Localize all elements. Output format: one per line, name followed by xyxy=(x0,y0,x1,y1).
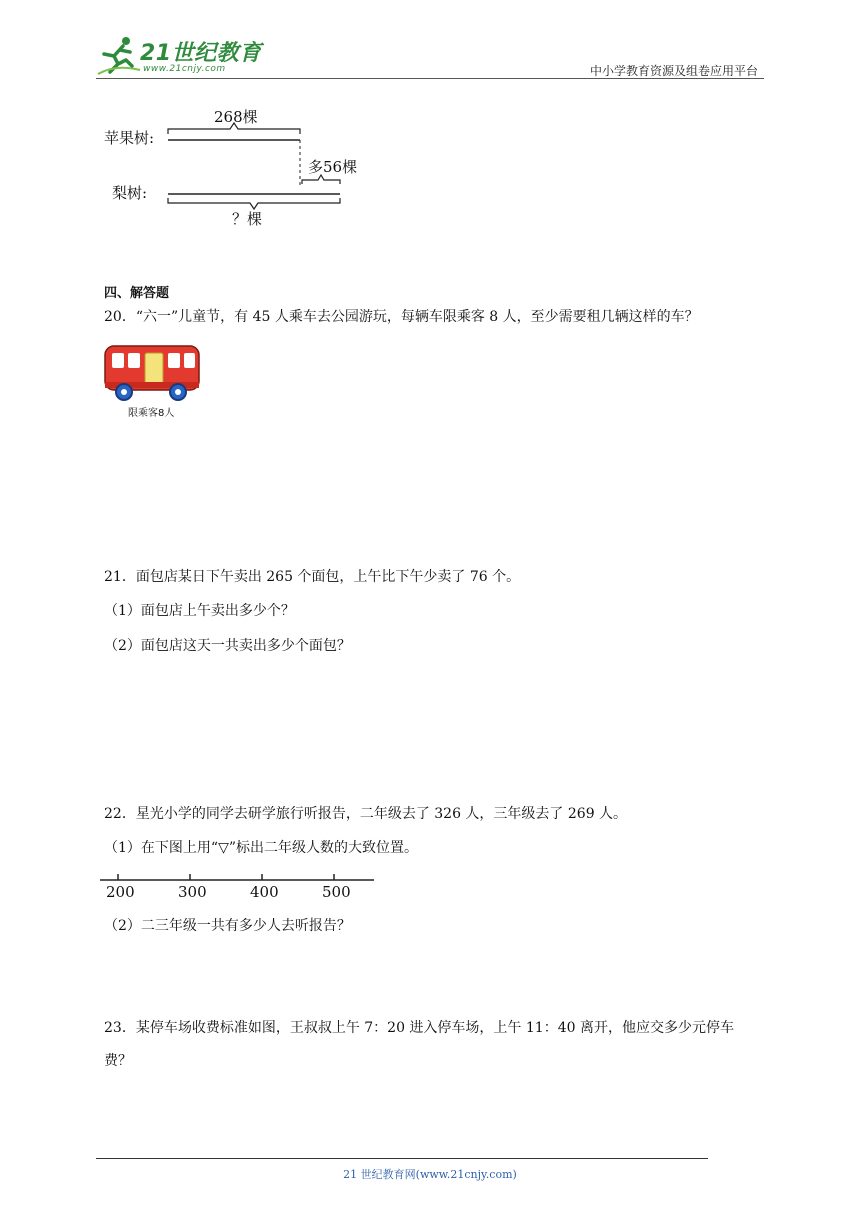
logo-url: www.21cnjy.com xyxy=(143,64,226,74)
question-22-part2: （2）二三年级一共有多少人去听报告？ xyxy=(104,918,351,934)
segment-diagram xyxy=(160,118,360,218)
section-title: 四、解答题 xyxy=(104,286,170,301)
header-divider xyxy=(96,78,764,79)
question-21-part2: （2）面包店这天一共卖出多少个面包？ xyxy=(104,638,351,654)
tick-label-400: 400 xyxy=(250,883,279,901)
question-22-text: 22．星光小学的同学去研学旅行听报告，二年级去了 326 人，三年级去了 269 人。 xyxy=(104,806,628,822)
tick-label-500: 500 xyxy=(322,883,351,901)
header-platform-text: 中小学教育资源及组卷应用平台 xyxy=(589,64,758,78)
pear-tree-label: 梨树: xyxy=(112,184,148,202)
logo-title: 21世纪教育 xyxy=(140,41,262,66)
bus-icon xyxy=(102,342,202,404)
question-20-text: 20．“六一”儿童节，有 45 人乘车去公园游玩，每辆车限乘客 8 人，至少需要租几辆这样的车？ xyxy=(104,309,699,325)
question-21-part1: （1）面包店上午卖出多少个？ xyxy=(104,603,295,619)
more-count-label: 多56棵 xyxy=(308,158,358,176)
question-count-label: ？棵 xyxy=(232,210,263,228)
footer-divider xyxy=(96,1158,708,1159)
footer-text: 21 世纪教育网(www.21cnjy.com) xyxy=(343,1168,517,1181)
question-21-text: 21．面包店某日下午卖出 265 个面包，上午比下午少卖了 76 个。 xyxy=(104,569,521,585)
question-23-line1: 23．某停车场收费标准如图，王叔叔上午 7：20 进入停车场，上午 11：40 离开，他应交多少元停车 xyxy=(104,1020,734,1036)
question-22-part1: （1）在下图上用“▽”标出二年级人数的大致位置。 xyxy=(104,840,418,856)
apple-tree-label: 苹果树: xyxy=(104,129,155,147)
tick-label-200: 200 xyxy=(106,883,135,901)
tick-label-300: 300 xyxy=(178,883,207,901)
bus-caption: 限乘客8人 xyxy=(128,408,175,419)
question-23-line2: 费？ xyxy=(104,1053,132,1069)
apple-count-label: 268棵 xyxy=(214,108,258,126)
logo-runner-icon xyxy=(96,34,142,76)
